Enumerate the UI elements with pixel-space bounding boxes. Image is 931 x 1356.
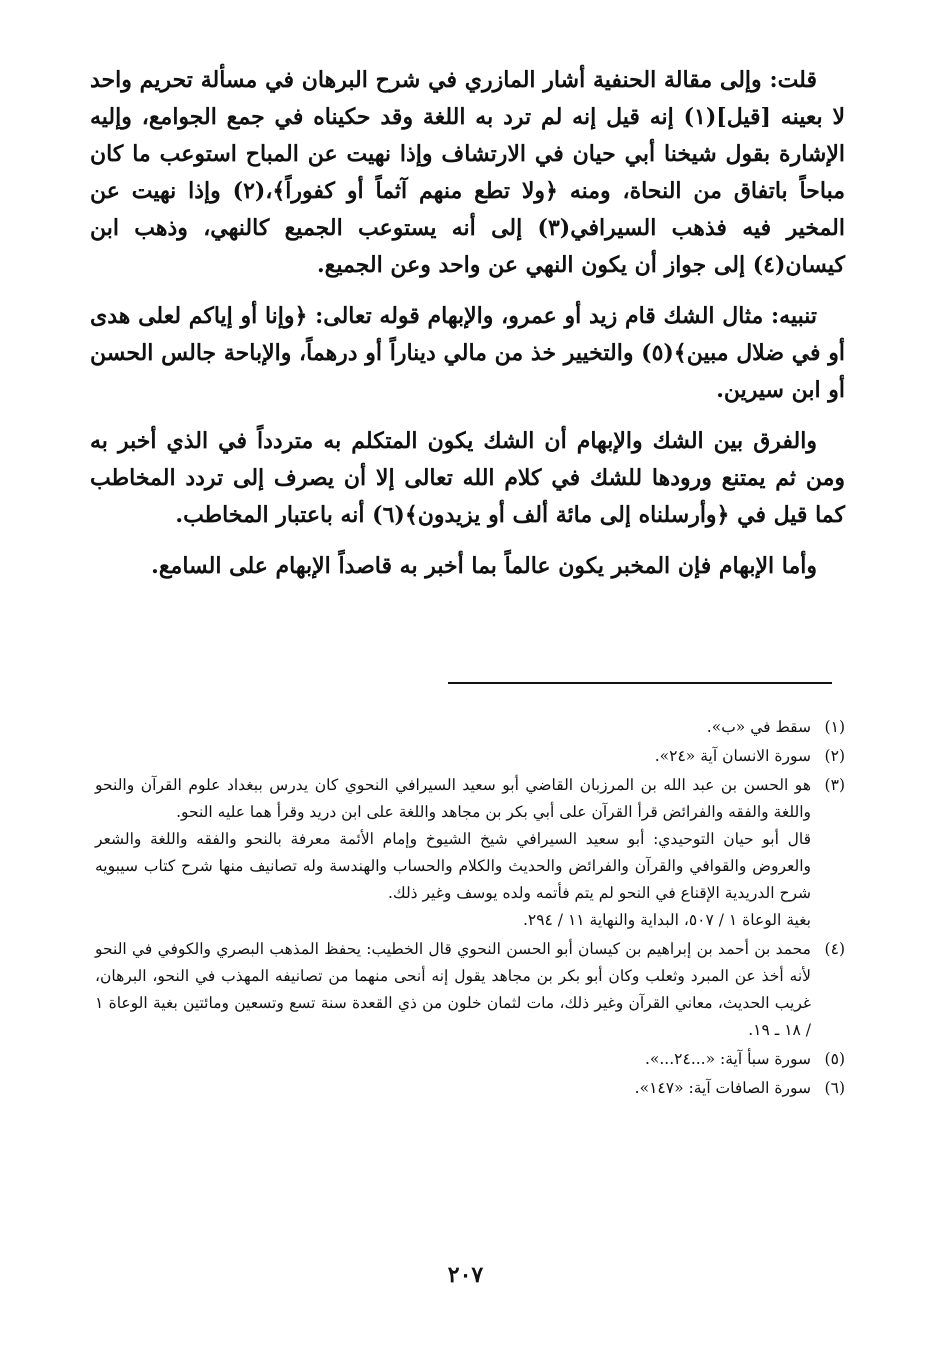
footnote-number: (١) — [824, 718, 845, 736]
footnote-number: (٣) — [824, 776, 845, 794]
footnote-1 — [95, 714, 845, 741]
paragraph-3: والفرق بين الشك والإبهام أن الشك يكون المتكلم به متردداً في الذي أخبر به ومن ثم يمتنع ورودها للشك في كلام الله تعالى إلا أن يصرف إلى تردد المخاطب كما قيل في ﴿وأرسلناه إلى مائة ألف أو يزيدون﴾(٦) أنه باعتبار المخاطب. — [90, 428, 845, 528]
paragraph-4: وأما الإبهام فإن المخبر يكون عالماً بما أخبر به قاصداً الإبهام على السامع. — [151, 553, 817, 579]
footnote-5 — [95, 1046, 845, 1073]
footnote-divider — [448, 682, 832, 684]
paragraph-1: قلت: وإلى مقالة الحنفية أشار المازري في شرح البرهان في مسألة تحريم واحد لا بعينه [قيل](١) إنه قيل إنه لم ترد به اللغة وقد حكيناه في جمع الجوامع، وإليه الإشارة بقول شيخنا أبي حيان في الارتشاف وإذا نهيت عن المباح استوعب ما كان مباحاً باتفاق من النحاة، ومنه ﴿ولا تطع منهم آثماً أو كفوراً﴾،(٢) وإذا نهيت عن المخير فيه فذهب السيرافي(٣) إلى أنه يستوعب الجميع كالنهي، وذهب ابن كيسان(٤) إلى جواز أن يكون النهي عن واحد وعن الجميع. — [90, 67, 845, 278]
paragraph-2: تنبيه: مثال الشك قام زيد أو عمرو، والإبهام قوله تعالى: ﴿وإنا أو إياكم لعلى هدى أو في ضلال مبين﴾(٥) والتخيير خذ من مالي ديناراً أو درهماً، والإباحة جالس الحسن أو ابن سيرين. — [90, 303, 845, 403]
footnote-4 — [95, 936, 845, 1044]
page-number: ٢٠٧ — [447, 1262, 484, 1288]
footnote-text: سورة الصافات آية: «١٤٧». — [634, 1079, 811, 1097]
footnote-number: (٦) — [824, 1079, 845, 1097]
footnote-3 — [95, 772, 845, 934]
footnote-text: سقط في «ب». — [706, 718, 811, 736]
footnote-number: (٥) — [824, 1050, 845, 1068]
footnote-text: قال أبو حيان التوحيدي: أبو سعيد السيرافي شيخ الشيوخ وإمام الأئمة معرفة بالنحو والفقه واللغة والشعر والعروض والقوافي والقرآن والفرائض والحديث والكلام والحساب والهندسة وله تصانيف منها شرح كتاب سيبويه شرح الدريدية الإقناع في النحو لم يتم فأتمه ولده يوسف وغير ذلك. — [95, 830, 811, 902]
footnote-number: (٤) — [824, 940, 845, 958]
footnote-reference: بغية الوعاة ١ / ٥٠٧، البداية والنهاية ١١ / ٢٩٤. — [522, 911, 811, 929]
footnote-text: محمد بن أحمد بن إبراهيم بن كيسان أبو الحسن النحوي قال الخطيب: يحفظ المذهب البصري والكوفي في النحو لأنه أخذ عن المبرد وثعلب وكان أبو بكر بن مجاهد يقول إنه أنحى منهما من تصانيفه المهذب في النحو، البرهان، غريب الحديث، معاني القرآن وغير ذلك، مات لثمان خلون من ذي القعدة سنة تسع وتسعين ومائتين بغية الوعاة ١ / ١٨ ـ ١٩. — [95, 940, 811, 1039]
main-text — [90, 62, 845, 585]
footnote-text: سورة الانسان آية «٢٤». — [654, 747, 811, 765]
footnote-text: هو الحسن بن عبد الله بن المرزبان القاضي أبو سعيد السيرافي النحوي كان يدرس ببغداد علوم القرآن والنحو واللغة والفقه والفرائض قرأ القرآن على أبي بكر بن مجاهد واللغة على ابن دريد وقرأ هما عليه النحو. — [95, 776, 811, 821]
footnote-2 — [95, 743, 845, 770]
footnote-text: سورة سبأ آية: «...٢٤...». — [644, 1050, 811, 1068]
footnote-6 — [95, 1075, 845, 1102]
footnote-number: (٢) — [824, 747, 845, 765]
footnotes — [95, 714, 845, 1104]
